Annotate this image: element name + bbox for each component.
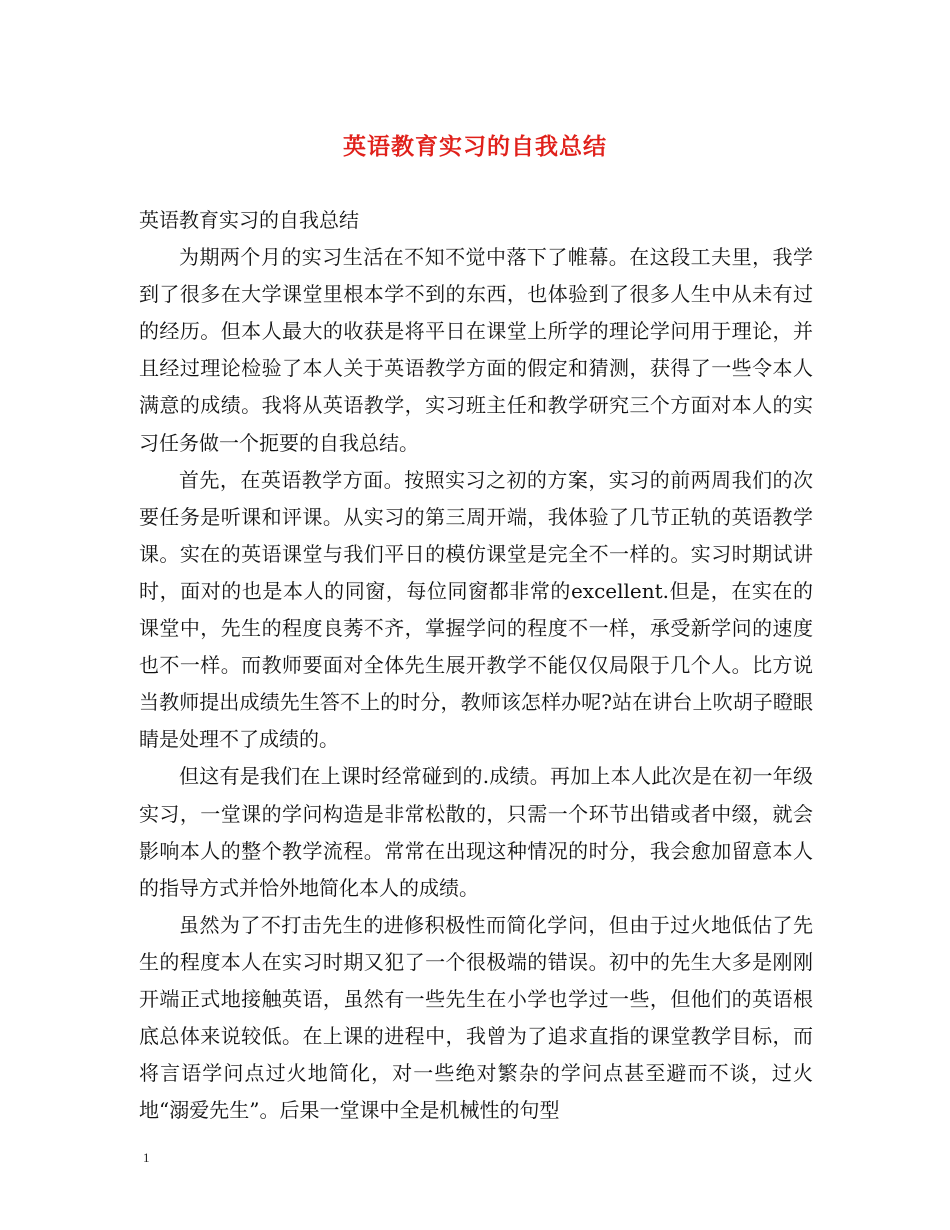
paragraph-1: 为期两个月的实习生活在不知不觉中落下了帷幕。在这段工夫里，我学到了很多在大学课堂里根本学不到的东西，也体验到了很多人生中从未有过的经历。但本人最大的收获是将平日在课堂上所学的理论学问用于理论，并且经过理论检验了本人关于英语教学方面的假定和猜测，获得了一些令本人满意的成绩。我将从英语教学，实习班主任和教学研究三个方面对本人的实习任务做一个扼要的自我总结。 xyxy=(139,245,813,455)
paragraph-4: 虽然为了不打击先生的进修积极性而简化学问，但由于过火地低估了先生的程度本人在实习时期又犯了一个很极端的错误。初中的先生大多是刚刚开端正式地接触英语，虽然有一些先生在小学也学过一些，但他们的英语根底总体来说较低。在上课的进程中，我曾为了追求直指的课堂教学目标，而将言语学问点过火地简化，对一些绝对繁杂的学问点甚至避而不谈，过火地“溺爱先生”。后果一堂课中全是机械性的句型 xyxy=(139,912,813,1123)
paragraph-2: 首先，在英语教学方面。按照实习之初的方案，实习的前两周我们的次要任务是听课和评课。从实习的第三周开端，我体验了几节正轨的英语教学课。实在的英语课堂与我们平日的模仿课堂是完全不一样的。实习时期试讲时，面对的也是本人的同窗，每位同窗都非常的excellent.但是，在实在的课堂中，先生的程度良莠不齐，掌握学问的程度不一样，承受新学问的速度也不一样。而教师要面对全体先生展开教学不能仅仅局限于几个人。比方说当教师提出成绩先生答不上的时分，教师该怎样办呢?站在讲台上吹胡子瞪眼睛是处理不了成绩的。 xyxy=(139,467,813,752)
document-title: 英语教育实习的自我总结 xyxy=(343,133,607,160)
document-subtitle: 英语教育实习的自我总结 xyxy=(139,208,359,232)
paragraph-3: 但这有是我们在上课时经常碰到的.成绩。再加上本人此次是在初一年级实习，一堂课的学问构造是非常松散的，只需一个环节出错或者中缀，就会影响本人的整个教学流程。常常在出现这种情况的时分，我会愈加留意本人的指导方式并恰外地简化本人的成绩。 xyxy=(139,764,813,900)
document-body xyxy=(139,202,813,1129)
page-number: 1 xyxy=(143,1150,150,1165)
